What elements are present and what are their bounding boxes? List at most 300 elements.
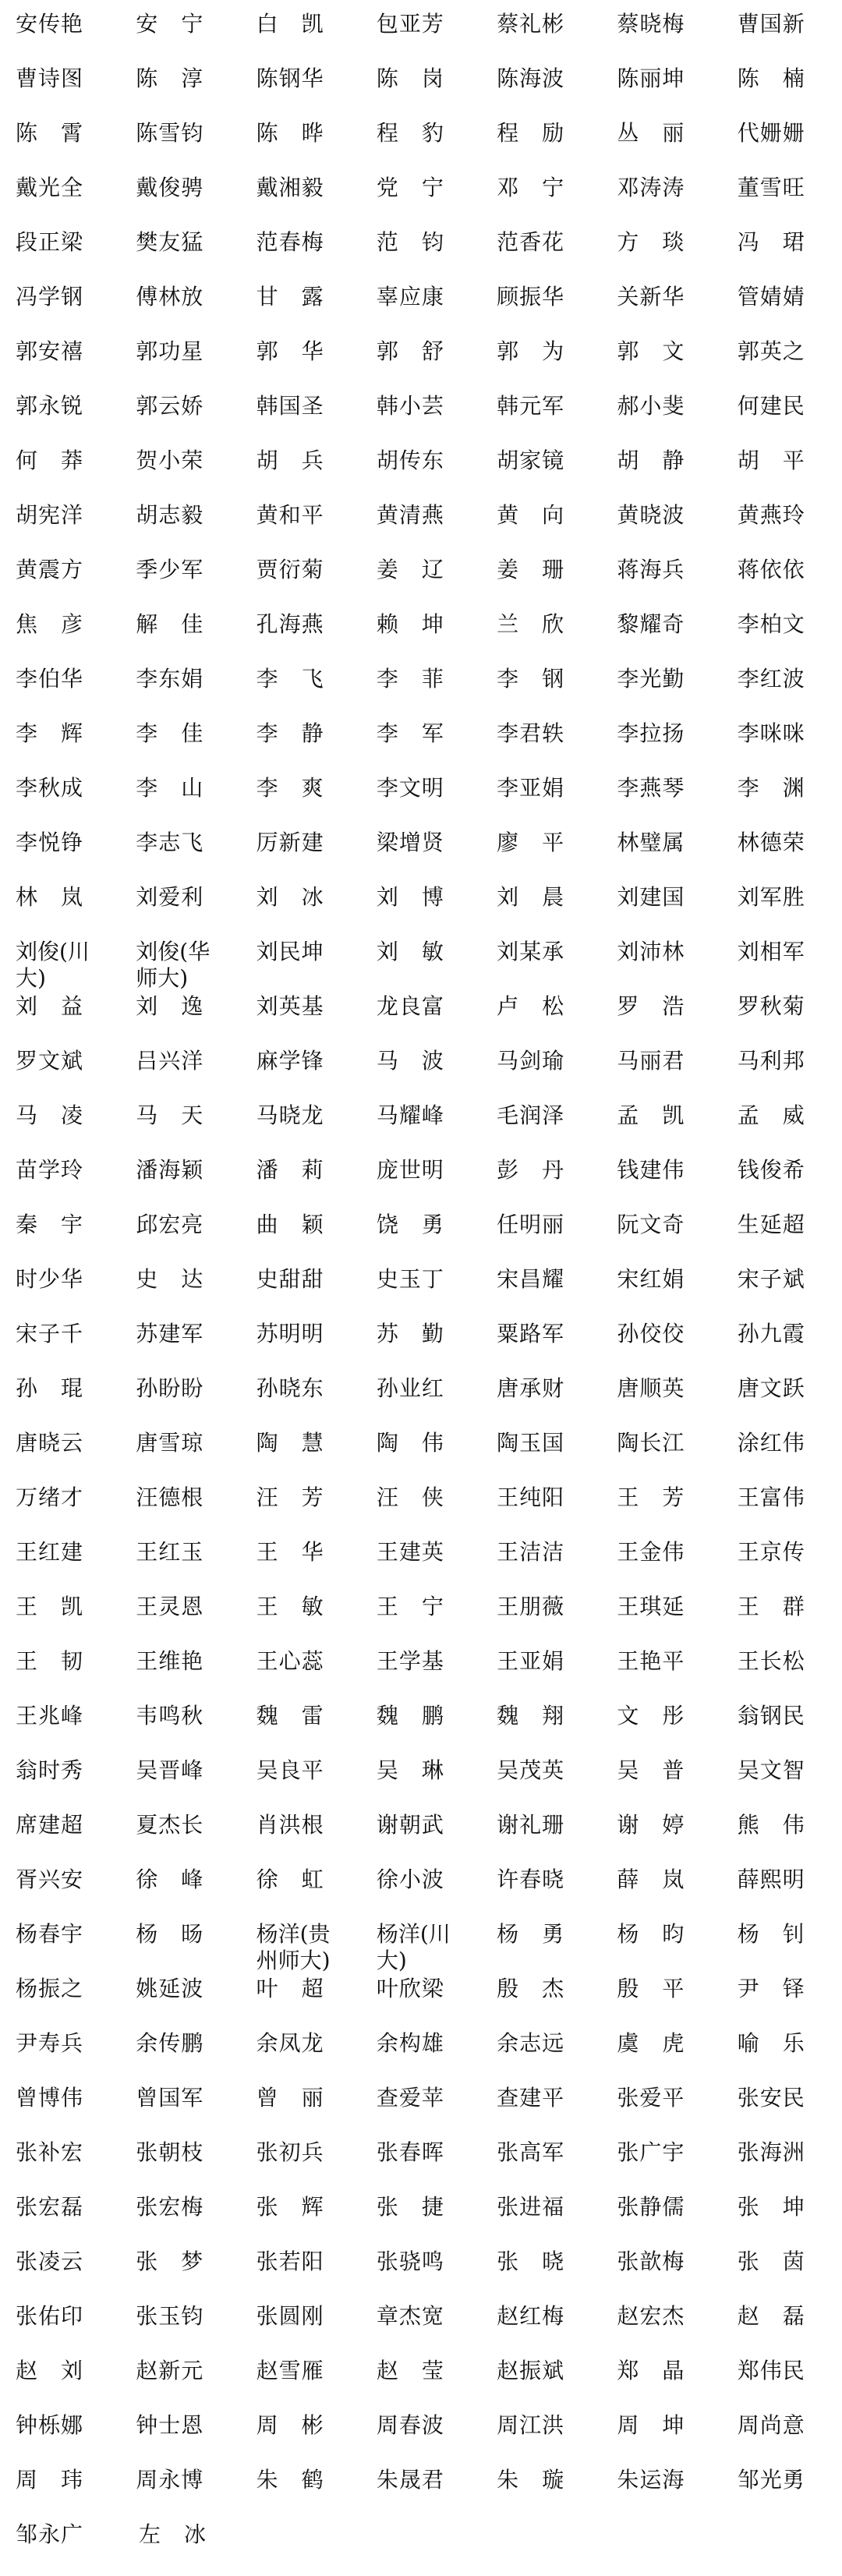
name-cell: 郝小斐 [617,393,685,419]
name-row [0,1867,842,1921]
name-cell: 庞世明 [376,1157,444,1183]
name-cell: 刘 冰 [256,884,324,910]
name-cell: 陶 慧 [256,1430,324,1456]
name-cell: 饶 勇 [376,1212,444,1237]
name-cell: 刘某承 [497,939,565,964]
name-cell: 吴良平 [256,1757,324,1783]
name-cell: 赖 坤 [376,611,444,637]
name-cell: 李 山 [136,775,204,801]
name-cell: 姜 珊 [497,557,565,582]
name-cell: 赵 刘 [16,2358,84,2383]
name-cell: 李 佳 [136,720,204,746]
name-cell: 王琪延 [617,1594,685,1619]
name-cell: 王灵恩 [136,1594,204,1619]
name-row [0,611,842,666]
name-cell: 王 华 [256,1539,324,1565]
name-cell: 万绪才 [16,1484,84,1510]
name-cell: 郑 晶 [617,2358,685,2383]
name-cell: 曾博伟 [16,2085,84,2111]
name-cell: 胥兴安 [16,1867,84,1892]
name-cell: 郭 为 [497,338,565,364]
name-cell: 李 渊 [737,775,805,801]
name-cell: 周春波 [376,2412,444,2438]
name-cell: 关新华 [617,284,685,310]
name-row [0,939,842,993]
name-cell: 胡传东 [376,448,444,473]
name-cell: 程 豹 [376,120,444,146]
name-row [0,2521,842,2576]
name-cell: 毛润泽 [497,1102,565,1128]
name-cell: 汪 侠 [376,1484,444,1510]
name-cell: 包亚芳 [376,11,444,37]
name-cell: 杨春宇 [16,1921,84,1947]
name-cell: 曲 颖 [256,1212,324,1237]
name-row [0,2249,842,2303]
name-cell: 韩国圣 [256,393,324,419]
name-cell: 王洁洁 [497,1539,565,1565]
name-cell: 钟栎娜 [16,2412,84,2438]
name-row [0,1321,842,1375]
name-cell: 徐 虹 [256,1867,324,1892]
name-cell: 薛 岚 [617,1867,685,1892]
name-cell: 查爱苹 [376,2085,444,2111]
name-row [0,284,842,338]
name-cell: 李 军 [376,720,444,746]
name-row [0,2139,842,2194]
name-cell: 谢 婷 [617,1812,685,1838]
name-cell: 胡宪洋 [16,502,84,528]
name-cell: 魏 鹏 [376,1703,444,1729]
name-cell: 樊友猛 [136,229,204,255]
name-cell: 张佑印 [16,2303,84,2329]
name-cell: 左 冰 [139,2521,207,2547]
name-row [0,2412,842,2467]
name-cell: 陶玉国 [497,1430,565,1456]
name-row [0,11,842,65]
name-cell: 夏杰长 [136,1812,204,1838]
name-cell: 李伯华 [16,666,84,692]
name-cell: 戴光全 [16,175,84,200]
name-cell: 贾衍菊 [256,557,324,582]
name-cell: 苏建军 [136,1321,204,1346]
name-cell: 刘 敏 [376,939,444,964]
name-cell: 刘 益 [16,993,84,1019]
name-row [0,666,842,720]
name-cell: 杨 钊 [737,1921,805,1947]
name-cell: 龙良富 [376,993,444,1019]
name-row [0,120,842,175]
name-cell: 喻 乐 [737,2030,805,2056]
name-cell: 钱建伟 [617,1157,685,1183]
name-cell: 贺小荣 [136,448,204,473]
name-cell: 杨洋(贵 州师大) [256,1921,331,1973]
name-cell: 张初兵 [256,2139,324,2165]
name-cell: 尹寿兵 [16,2030,84,2056]
name-cell: 郭云娇 [136,393,204,419]
name-cell: 余志远 [497,2030,565,2056]
name-cell: 张补宏 [16,2139,84,2165]
name-row [0,2467,842,2521]
name-cell: 李拉扬 [617,720,685,746]
name-cell: 吴文智 [737,1757,805,1783]
name-row [0,2085,842,2139]
name-cell: 刘 逸 [136,993,204,1019]
name-cell: 邓涛涛 [617,175,685,200]
name-cell: 刘相军 [737,939,805,964]
name-cell: 任明丽 [497,1212,565,1237]
name-cell: 孙九霞 [737,1321,805,1346]
name-row [0,1757,842,1812]
name-cell: 顾振华 [497,284,565,310]
name-cell: 陈 霄 [16,120,84,146]
name-cell: 唐雪琼 [136,1430,204,1456]
name-cell: 史玉丁 [376,1266,444,1292]
name-cell: 张进福 [497,2194,565,2220]
name-cell: 刘民坤 [256,939,324,964]
name-cell: 王艳平 [617,1648,685,1674]
name-cell: 朱 鹤 [256,2467,324,2493]
name-cell: 郭永锐 [16,393,84,419]
name-cell: 赵新元 [136,2358,204,2383]
name-cell: 丛 丽 [617,120,685,146]
name-cell: 马 波 [376,1048,444,1074]
name-cell: 蒋海兵 [617,557,685,582]
name-cell: 李红波 [737,666,805,692]
name-cell: 徐小波 [376,1867,444,1892]
name-cell: 黄震方 [16,557,84,582]
name-cell: 张 辉 [256,2194,324,2220]
name-cell: 马 凌 [16,1102,84,1128]
name-cell: 李燕琴 [617,775,685,801]
name-cell: 李 静 [256,720,324,746]
name-cell: 张若阳 [256,2249,324,2274]
name-row [0,830,842,884]
name-cell: 辜应康 [376,284,444,310]
name-cell: 叶欣梁 [376,1976,444,2001]
name-cell: 杨 旸 [136,1921,204,1947]
name-cell: 魏 翔 [497,1703,565,1729]
name-cell: 余传鹏 [136,2030,204,2056]
name-cell: 曾国军 [136,2085,204,2111]
name-cell: 黄 向 [497,502,565,528]
name-cell: 黄燕玲 [737,502,805,528]
name-cell: 胡志毅 [136,502,204,528]
name-cell: 粟路军 [497,1321,565,1346]
name-cell: 张广宇 [617,2139,685,2165]
name-cell: 史 达 [136,1266,204,1292]
name-cell: 姚延波 [136,1976,204,2001]
name-cell: 谢朝武 [376,1812,444,1838]
name-row [0,2303,842,2358]
name-cell: 郭 舒 [376,338,444,364]
name-cell: 郭 华 [256,338,324,364]
name-cell: 曾 丽 [256,2085,324,2111]
name-cell: 王朋薇 [497,1594,565,1619]
name-cell: 李志飞 [136,830,204,855]
name-cell: 肖洪根 [256,1812,324,1838]
name-cell: 潘海颖 [136,1157,204,1183]
name-cell: 黄清燕 [376,502,444,528]
name-cell: 周 彬 [256,2412,324,2438]
name-cell: 段正梁 [16,229,84,255]
name-cell: 尹 铎 [737,1976,805,2001]
name-cell: 杨振之 [16,1976,84,2001]
name-cell: 王富伟 [737,1484,805,1510]
name-cell: 周永博 [136,2467,204,2493]
name-cell: 文 彤 [617,1703,685,1729]
name-cell: 张宏磊 [16,2194,84,2220]
name-cell: 廖 平 [497,830,565,855]
name-row [0,775,842,830]
name-cell: 林德荣 [737,830,805,855]
name-cell: 赵雪雁 [256,2358,324,2383]
name-row [0,2194,842,2249]
name-cell: 潘 莉 [256,1157,324,1183]
name-cell: 范 钧 [376,229,444,255]
name-row [0,557,842,611]
name-cell: 代姗姗 [737,120,805,146]
name-row [0,65,842,120]
name-cell: 王维艳 [136,1648,204,1674]
name-cell: 虞 虎 [617,2030,685,2056]
name-row [0,1812,842,1867]
name-cell: 殷 杰 [497,1976,565,2001]
name-cell: 魏 雷 [256,1703,324,1729]
name-cell: 李 钢 [497,666,565,692]
name-cell: 叶 超 [256,1976,324,2001]
name-cell: 张骁鸣 [376,2249,444,2274]
name-cell: 兰 欣 [497,611,565,637]
name-cell: 陈 楠 [737,65,805,91]
name-row [0,1266,842,1321]
name-cell: 李光勤 [617,666,685,692]
name-cell: 李文明 [376,775,444,801]
name-cell: 汪 芳 [256,1484,324,1510]
name-cell: 范香花 [497,229,565,255]
name-cell: 何建民 [737,393,805,419]
name-cell: 王纯阳 [497,1484,565,1510]
name-cell: 张 晓 [497,2249,565,2274]
name-cell: 王亚娟 [497,1648,565,1674]
name-cell: 邹光勇 [737,2467,805,2493]
name-cell: 唐顺英 [617,1375,685,1401]
name-cell: 宋昌耀 [497,1266,565,1292]
name-cell: 朱晟君 [376,2467,444,2493]
name-cell: 王 凯 [16,1594,84,1619]
name-cell: 李咪咪 [737,720,805,746]
name-cell: 王京传 [737,1539,805,1565]
name-cell: 宋红娟 [617,1266,685,1292]
name-cell: 刘俊(川 大) [16,939,90,991]
name-cell: 王 芳 [617,1484,685,1510]
name-cell: 钟士恩 [136,2412,204,2438]
name-row [0,1648,842,1703]
name-cell: 张玉钧 [136,2303,204,2329]
name-cell: 吴晋峰 [136,1757,204,1783]
name-cell: 陈海波 [497,65,565,91]
name-cell: 徐 峰 [136,1867,204,1892]
name-cell: 杨 昀 [617,1921,685,1947]
name-cell: 王兆峰 [16,1703,84,1729]
name-cell: 陈钢华 [256,65,324,91]
name-cell: 胡 静 [617,448,685,473]
name-cell: 郭安禧 [16,338,84,364]
name-cell: 安传艳 [16,11,84,37]
name-cell: 厉新建 [256,830,324,855]
name-cell: 孙 琨 [16,1375,84,1401]
name-cell: 陈 淳 [136,65,204,91]
name-cell: 蔡晓梅 [617,11,685,37]
name-cell: 管婧婧 [737,284,805,310]
name-cell: 梁增贤 [376,830,444,855]
name-cell: 余构雄 [376,2030,444,2056]
name-cell: 朱 璇 [497,2467,565,2493]
name-row [0,2358,842,2412]
name-cell: 苗学玲 [16,1157,84,1183]
name-cell: 刘沛林 [617,939,685,964]
name-cell: 张宏梅 [136,2194,204,2220]
name-cell: 方 琰 [617,229,685,255]
name-cell: 汪德根 [136,1484,204,1510]
name-row [0,884,842,939]
name-cell: 马剑瑜 [497,1048,565,1074]
name-cell: 解 佳 [136,611,204,637]
name-cell: 郭 文 [617,338,685,364]
name-cell: 张春晖 [376,2139,444,2165]
name-cell: 曹国新 [737,11,805,37]
name-row [0,1102,842,1157]
name-cell: 宋子斌 [737,1266,805,1292]
name-cell: 陶长江 [617,1430,685,1456]
name-cell: 胡 兵 [256,448,324,473]
name-cell: 周 玮 [16,2467,84,2493]
name-cell: 赵 莹 [376,2358,444,2383]
name-cell: 姜 辽 [376,557,444,582]
name-cell: 曹诗图 [16,65,84,91]
name-cell: 张 捷 [376,2194,444,2220]
name-cell: 刘爱利 [136,884,204,910]
name-cell: 张歆梅 [617,2249,685,2274]
name-cell: 刘建国 [617,884,685,910]
name-row [0,993,842,1048]
name-cell: 安 宁 [136,11,204,37]
name-cell: 孙晓东 [256,1375,324,1401]
name-cell: 薛熙明 [737,1867,805,1892]
name-cell: 范春梅 [256,229,324,255]
name-cell: 王红玉 [136,1539,204,1565]
name-cell: 董雪旺 [737,175,805,200]
name-cell: 白 凯 [256,11,324,37]
name-row [0,1921,842,1976]
name-cell: 秦 宇 [16,1212,84,1237]
name-cell: 郭英之 [737,338,805,364]
name-cell: 马丽君 [617,1048,685,1074]
name-cell: 张高军 [497,2139,565,2165]
name-cell: 王 宁 [376,1594,444,1619]
name-cell: 王建英 [376,1539,444,1565]
name-cell: 陈 晔 [256,120,324,146]
name-cell: 王心蕊 [256,1648,324,1674]
name-row [0,175,842,229]
name-cell: 孟 威 [737,1102,805,1128]
name-cell: 蒋依依 [737,557,805,582]
name-cell: 王 韧 [16,1648,84,1674]
name-cell: 赵 磊 [737,2303,805,2329]
name-cell: 孔海燕 [256,611,324,637]
name-cell: 马晓龙 [256,1102,324,1128]
name-row [0,1048,842,1102]
name-cell: 赵红梅 [497,2303,565,2329]
name-cell: 吴 普 [617,1757,685,1783]
name-cell: 刘俊(华 师大) [136,939,210,991]
name-cell: 席建超 [16,1812,84,1838]
name-cell: 张 茵 [737,2249,805,2274]
name-cell: 吴茂英 [497,1757,565,1783]
name-cell: 冯学钢 [16,284,84,310]
name-cell: 张爱平 [617,2085,685,2111]
name-cell: 李亚娟 [497,775,565,801]
name-cell: 韩元军 [497,393,565,419]
name-cell: 章杰宽 [376,2303,444,2329]
name-cell: 涂红伟 [737,1430,805,1456]
name-cell: 孟 凯 [617,1102,685,1128]
name-cell: 陈 岗 [376,65,444,91]
name-cell: 赵宏杰 [617,2303,685,2329]
name-cell: 熊 伟 [737,1812,805,1838]
name-cell: 翁钢民 [737,1703,805,1729]
name-cell: 王长松 [737,1648,805,1674]
name-cell: 孙佼佼 [617,1321,685,1346]
name-cell: 孙盼盼 [136,1375,204,1401]
name-cell: 张安民 [737,2085,805,2111]
name-cell: 李 菲 [376,666,444,692]
name-cell: 苏 勤 [376,1321,444,1346]
name-cell: 林璧属 [617,830,685,855]
name-cell: 党 宁 [376,175,444,200]
name-cell: 甘 露 [256,284,324,310]
name-row [0,720,842,775]
name-cell: 胡家镜 [497,448,565,473]
name-cell: 时少华 [16,1266,84,1292]
name-cell: 赵振斌 [497,2358,565,2383]
name-cell: 焦 彦 [16,611,84,637]
name-cell: 宋子千 [16,1321,84,1346]
name-cell: 苏明明 [256,1321,324,1346]
name-row [0,1539,842,1594]
name-row [0,393,842,448]
name-cell: 黎耀奇 [617,611,685,637]
name-cell: 刘 晨 [497,884,565,910]
name-cell: 胡 平 [737,448,805,473]
name-cell: 何 莽 [16,448,84,473]
name-row [0,229,842,284]
name-cell: 李 爽 [256,775,324,801]
name-cell: 王 敏 [256,1594,324,1619]
name-cell: 余凤龙 [256,2030,324,2056]
name-cell: 查建平 [497,2085,565,2111]
name-cell: 韦鸣秋 [136,1703,204,1729]
name-cell: 周江洪 [497,2412,565,2438]
name-row [0,1703,842,1757]
name-cell: 王 群 [737,1594,805,1619]
name-cell: 唐文跃 [737,1375,805,1401]
name-cell: 李君轶 [497,720,565,746]
name-cell: 许春晓 [497,1867,565,1892]
name-cell: 李秋成 [16,775,84,801]
name-cell: 程 励 [497,120,565,146]
name-cell: 王金伟 [617,1539,685,1565]
name-cell: 杨洋(川 大) [376,1921,451,1973]
